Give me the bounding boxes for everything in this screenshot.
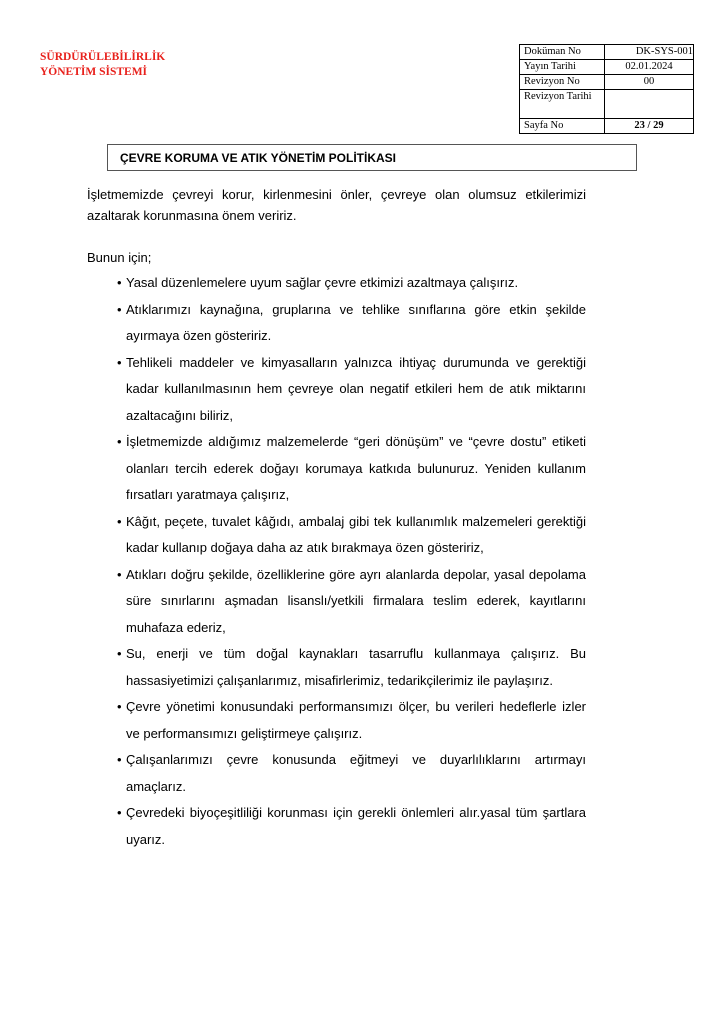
meta-row-doc-no	[520, 45, 694, 60]
revision-date-label: Revizyon Tarihi	[520, 90, 605, 119]
meta-row-revision-no	[520, 75, 694, 90]
list-item-text: Yasal düzenlemelere uyum sağlar çevre etkimizi azaltmaya çalışırız.	[126, 275, 519, 290]
bullet-icon: •	[117, 566, 122, 582]
bullet-icon: •	[117, 699, 122, 714]
page-value: 23 / 29	[605, 119, 694, 134]
system-title	[40, 50, 165, 80]
list-item	[87, 562, 586, 642]
list-item	[87, 429, 586, 509]
system-title-line1: SÜRDÜRÜLEBİLİRLİK	[40, 51, 166, 63]
publish-date-value: 02.01.2024	[605, 60, 694, 75]
bullet-icon: •	[117, 434, 122, 449]
bullet-icon: •	[117, 805, 122, 820]
doc-no-label: Doküman No	[520, 45, 605, 60]
doc-no-value: DK-SYS-001	[605, 45, 694, 60]
list-item	[87, 509, 586, 562]
bullet-icon: •	[117, 275, 122, 290]
bullet-icon: •	[117, 301, 122, 317]
list-item-text: Atıkları doğru şekilde, özelliklerine göre ayrı alanlarda depolar, yasal depolama süre sınırlarını aşmadan lisanslı/yetkili firmalara teslim ederek, kayıtlarını muhafaza ederiz,	[126, 566, 586, 635]
page-label: Sayfa No	[520, 119, 605, 134]
bullet-icon: •	[117, 513, 122, 529]
list-item	[87, 747, 586, 800]
intro-paragraph: İşletmemizde çevreyi korur, kirlenmesini önler, çevreye olan olumsuz etkilerimizi azaltarak korunmasına önem veririz.	[87, 187, 586, 223]
lead-text: Bunun için;	[87, 250, 152, 265]
revision-no-value: 00	[605, 75, 694, 90]
document-meta-table	[519, 44, 694, 134]
revision-date-value	[605, 90, 694, 119]
system-title-line2: YÖNETİM SİSTEMİ	[40, 66, 148, 78]
list-item-text: Atıklarımızı kaynağına, gruplarına ve tehlike sınıflarına göre etkin şekilde ayırmaya özen gösteririz.	[126, 301, 586, 343]
list-item-text: Su, enerji ve tüm doğal kaynakları tasarruflu kullanmaya çalışırız. Bu hassasiyetimizi çalışanlarımız, misafirlerimiz, tedarikçilerimiz ile paylaşırız.	[126, 646, 586, 688]
list-item-text: İşletmemizde aldığımız malzemelerde “geri dönüşüm” ve “çevre dostu” etiketi olanları tercih ederek doğayı korumaya katkıda bulunuruz. Yeniden kullanım fırsatları yaratmaya çalışırız,	[126, 434, 586, 502]
list-item-text: Tehlikeli maddeler ve kimyasalların yalnızca ihtiyaç durumunda ve gerektiği kadar kullanılmasının hem çevreye olan negatif etkileri hem de atık miktarını azaltacağını biliriz,	[126, 354, 586, 423]
bullet-icon: •	[117, 752, 122, 767]
bullet-icon: •	[117, 354, 122, 370]
publish-date-label: Yayın Tarihi	[520, 60, 605, 75]
meta-row-revision-date	[520, 90, 694, 119]
policy-list	[87, 270, 586, 853]
list-item	[87, 297, 586, 350]
meta-row-page	[520, 119, 694, 134]
policy-content	[87, 184, 586, 853]
list-item-text: Çalışanlarımızı çevre konusunda eğitmeyi ve duyarlılıklarını artırmayı amaçlarız.	[126, 752, 586, 794]
meta-row-publish-date	[520, 60, 694, 75]
list-item-text: Çevre yönetimi konusundaki performansımızı ölçer, bu verileri hedeflerle izler ve performansımızı geliştirmeye çalışırız.	[126, 699, 586, 741]
list-item	[87, 270, 586, 297]
list-item	[87, 800, 586, 853]
revision-no-label: Revizyon No	[520, 75, 605, 90]
policy-title: ÇEVRE KORUMA VE ATIK YÖNETİM POLİTİKASI	[107, 144, 637, 171]
list-item-text: Kâğıt, peçete, tuvalet kâğıdı, ambalaj gibi tek kullanımlık malzemeleri gerektiği kadar kullanıp doğaya daha az atık bırakmaya özen gösteririz,	[126, 513, 586, 555]
list-item	[87, 641, 586, 694]
list-item	[87, 694, 586, 747]
bullet-icon: •	[117, 646, 122, 661]
list-item	[87, 350, 586, 430]
list-item-text: Çevredeki biyoçeşitliliği korunması için gerekli önlemleri alır.yasal tüm şartlara uyarız.	[126, 805, 586, 847]
